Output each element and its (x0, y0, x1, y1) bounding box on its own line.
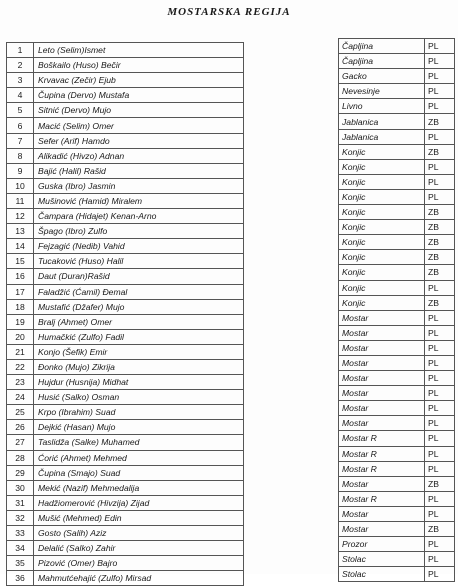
person-name: Guska (Ibro) Jasmin (34, 178, 244, 193)
municipality-table (338, 38, 455, 582)
row-number: 18 (7, 299, 34, 314)
person-name: Mekić (Nazif) Mehmedalija (34, 480, 244, 495)
table-row (339, 114, 455, 129)
table-row (7, 390, 244, 405)
person-name: Mustafić (Džafer) Mujo (34, 299, 244, 314)
row-number: 17 (7, 284, 34, 299)
code: PL (425, 386, 455, 401)
row-number: 8 (7, 148, 34, 163)
municipality: Konjic (339, 174, 425, 189)
municipality: Livno (339, 99, 425, 114)
row-number: 2 (7, 58, 34, 73)
table-row (7, 269, 244, 284)
table-row (339, 401, 455, 416)
table-row (7, 526, 244, 541)
code: ZB (425, 144, 455, 159)
table-row (339, 567, 455, 582)
code: PL (425, 355, 455, 370)
row-number: 7 (7, 133, 34, 148)
person-name: Mahmutćehajić (Zulfo) Mirsad (34, 571, 244, 586)
table-row (7, 435, 244, 450)
table-row (339, 355, 455, 370)
code: PL (425, 310, 455, 325)
table-row (7, 118, 244, 133)
row-number: 19 (7, 314, 34, 329)
table-row (339, 265, 455, 280)
person-name: Daut (Duran)Rašid (34, 269, 244, 284)
table-row (7, 359, 244, 374)
table-row (339, 491, 455, 506)
table-row (339, 205, 455, 220)
municipality: Konjic (339, 189, 425, 204)
municipality: Konjic (339, 220, 425, 235)
municipality: Mostar (339, 416, 425, 431)
table-row (7, 43, 244, 58)
table-row (7, 209, 244, 224)
row-number: 27 (7, 435, 34, 450)
municipality: Čapljina (339, 54, 425, 69)
row-number: 12 (7, 209, 34, 224)
person-name: Leto (Selim)Ismet (34, 43, 244, 58)
code: ZB (425, 476, 455, 491)
code: ZB (425, 235, 455, 250)
row-number: 28 (7, 450, 34, 465)
table-row (339, 144, 455, 159)
table-row (339, 537, 455, 552)
person-name: Faladžić (Ćamil) Đemal (34, 284, 244, 299)
table-row (339, 476, 455, 491)
code: PL (425, 159, 455, 174)
municipality: Mostar (339, 401, 425, 416)
table-row (339, 189, 455, 204)
municipality: Mostar (339, 371, 425, 386)
table-row (7, 103, 244, 118)
row-number: 9 (7, 163, 34, 178)
table-row (7, 480, 244, 495)
code: PL (425, 39, 455, 54)
table-row (7, 495, 244, 510)
table-row (339, 129, 455, 144)
table-row (339, 416, 455, 431)
code: PL (425, 325, 455, 340)
table-row (7, 541, 244, 556)
table-row (339, 235, 455, 250)
code: PL (425, 416, 455, 431)
person-name: Gosto (Salih) Aziz (34, 526, 244, 541)
table-row (7, 329, 244, 344)
person-name: Delalić (Salko) Zahir (34, 541, 244, 556)
municipality: Mostar (339, 355, 425, 370)
municipality: Mostar (339, 340, 425, 355)
person-name: Hujdur (Husnija) Midhat (34, 375, 244, 390)
table-row (339, 159, 455, 174)
table-row (339, 39, 455, 54)
person-name: Mušinović (Hamid) Miralem (34, 193, 244, 208)
code: PL (425, 431, 455, 446)
person-name: Bralj (Ahmet) Omer (34, 314, 244, 329)
row-number: 26 (7, 420, 34, 435)
table-row (7, 314, 244, 329)
code: ZB (425, 114, 455, 129)
person-name: Dejkić (Hasan) Mujo (34, 420, 244, 435)
names-table (6, 42, 244, 586)
row-number: 6 (7, 118, 34, 133)
row-number: 11 (7, 193, 34, 208)
row-number: 22 (7, 359, 34, 374)
person-name: Macić (Selim) Omer (34, 118, 244, 133)
person-name: Đonko (Mujo) Zikrija (34, 359, 244, 374)
person-name: Husić (Salko) Osman (34, 390, 244, 405)
table-row (7, 465, 244, 480)
municipality: Prozor (339, 537, 425, 552)
person-name: Boškailo (Huso) Bečir (34, 58, 244, 73)
row-number: 20 (7, 329, 34, 344)
row-number: 16 (7, 269, 34, 284)
page-title: MOSTARSKA REGIJA (167, 6, 291, 18)
table-row (339, 280, 455, 295)
code: PL (425, 340, 455, 355)
table-row (339, 250, 455, 265)
row-number: 5 (7, 103, 34, 118)
person-name: Špago (Ibro) Zulfo (34, 224, 244, 239)
municipality: Mostar (339, 386, 425, 401)
code: PL (425, 461, 455, 476)
row-number: 3 (7, 73, 34, 88)
person-name: Taslidža (Salke) Muhamed (34, 435, 244, 450)
row-number: 32 (7, 510, 34, 525)
table-row (7, 405, 244, 420)
table-row (7, 88, 244, 103)
table-row (339, 99, 455, 114)
municipality: Stolac (339, 567, 425, 582)
person-name: Alikadić (Hivzo) Adnan (34, 148, 244, 163)
code: ZB (425, 265, 455, 280)
table-row (339, 69, 455, 84)
table-row (7, 556, 244, 571)
table-row (7, 344, 244, 359)
table-row (7, 73, 244, 88)
table-row (7, 510, 244, 525)
municipality: Jablanica (339, 129, 425, 144)
code: ZB (425, 250, 455, 265)
table-row (339, 431, 455, 446)
code: PL (425, 506, 455, 521)
municipality: Stolac (339, 552, 425, 567)
table-row (339, 325, 455, 340)
person-name: Pizović (Omer) Bajro (34, 556, 244, 571)
municipality: Mostar (339, 506, 425, 521)
municipality: Mostar R (339, 446, 425, 461)
municipality: Mostar R (339, 461, 425, 476)
code: PL (425, 537, 455, 552)
row-number: 31 (7, 495, 34, 510)
table-row (339, 84, 455, 99)
person-name: Tucaković (Huso) Halil (34, 254, 244, 269)
person-name: Čupina (Dervo) Mustafa (34, 88, 244, 103)
code: PL (425, 84, 455, 99)
table-row (7, 254, 244, 269)
municipality: Mostar R (339, 491, 425, 506)
code: PL (425, 189, 455, 204)
table-row (7, 284, 244, 299)
table-row (7, 299, 244, 314)
person-name: Konjo (Šefik) Emir (34, 344, 244, 359)
table-row (339, 522, 455, 537)
municipality: Konjic (339, 205, 425, 220)
person-name: Čupina (Smajo) Suad (34, 465, 244, 480)
table-row (7, 193, 244, 208)
municipality: Konjic (339, 250, 425, 265)
person-name: Mušić (Mehmed) Edin (34, 510, 244, 525)
table-row (339, 461, 455, 476)
row-number: 1 (7, 43, 34, 58)
person-name: Krvavac (Zečir) Ejub (34, 73, 244, 88)
table-row (7, 133, 244, 148)
municipality: Mostar R (339, 431, 425, 446)
code: PL (425, 69, 455, 84)
municipality: Konjic (339, 235, 425, 250)
person-name: Sitnić (Dervo) Mujo (34, 103, 244, 118)
row-number: 25 (7, 405, 34, 420)
table-row (7, 178, 244, 193)
person-name: Hadžiomerović (Hivzija) Zijad (34, 495, 244, 510)
table-row (7, 224, 244, 239)
municipality: Konjic (339, 295, 425, 310)
code: PL (425, 54, 455, 69)
code: PL (425, 174, 455, 189)
row-number: 24 (7, 390, 34, 405)
table-row (7, 148, 244, 163)
table-row (7, 450, 244, 465)
row-number: 23 (7, 375, 34, 390)
person-name: Čampara (Hidajet) Kenan-Arno (34, 209, 244, 224)
table-row (7, 420, 244, 435)
code: PL (425, 491, 455, 506)
table-row (339, 552, 455, 567)
row-number: 4 (7, 88, 34, 103)
table-row (7, 239, 244, 254)
table-row (7, 58, 244, 73)
row-number: 29 (7, 465, 34, 480)
code: PL (425, 99, 455, 114)
table-row (339, 506, 455, 521)
code: PL (425, 567, 455, 582)
table-row (7, 375, 244, 390)
municipality: Nevesinje (339, 84, 425, 99)
code: PL (425, 129, 455, 144)
person-name: Krpo (Ibrahim) Suad (34, 405, 244, 420)
row-number: 36 (7, 571, 34, 586)
municipality: Mostar (339, 325, 425, 340)
person-name: Fejzagić (Nedib) Vahid (34, 239, 244, 254)
municipality: Gacko (339, 69, 425, 84)
code: PL (425, 280, 455, 295)
code: PL (425, 371, 455, 386)
municipality: Konjic (339, 280, 425, 295)
table-row (339, 54, 455, 69)
row-number: 13 (7, 224, 34, 239)
code: PL (425, 401, 455, 416)
municipality: Jablanica (339, 114, 425, 129)
municipality: Mostar (339, 476, 425, 491)
table-row (7, 571, 244, 586)
municipality: Čapljina (339, 39, 425, 54)
code: PL (425, 446, 455, 461)
row-number: 35 (7, 556, 34, 571)
row-number: 34 (7, 541, 34, 556)
table-row (7, 163, 244, 178)
table-row (339, 174, 455, 189)
row-number: 30 (7, 480, 34, 495)
row-number: 15 (7, 254, 34, 269)
person-name: Bajić (Halil) Rašid (34, 163, 244, 178)
row-number: 14 (7, 239, 34, 254)
table-row (339, 446, 455, 461)
table-row (339, 340, 455, 355)
municipality: Mostar (339, 522, 425, 537)
person-name: Ćorić (Ahmet) Mehmed (34, 450, 244, 465)
person-name: Humačkić (Zulfo) Fadil (34, 329, 244, 344)
table-row (339, 220, 455, 235)
table-row (339, 310, 455, 325)
row-number: 33 (7, 526, 34, 541)
code: ZB (425, 522, 455, 537)
code: ZB (425, 205, 455, 220)
municipality: Mostar (339, 310, 425, 325)
code: ZB (425, 220, 455, 235)
person-name: Sefer (Arif) Hamdo (34, 133, 244, 148)
municipality: Konjic (339, 265, 425, 280)
municipality: Konjic (339, 159, 425, 174)
code: PL (425, 552, 455, 567)
table-row (339, 295, 455, 310)
row-number: 21 (7, 344, 34, 359)
municipality: Konjic (339, 144, 425, 159)
code: ZB (425, 295, 455, 310)
row-number: 10 (7, 178, 34, 193)
table-row (339, 371, 455, 386)
table-row (339, 386, 455, 401)
